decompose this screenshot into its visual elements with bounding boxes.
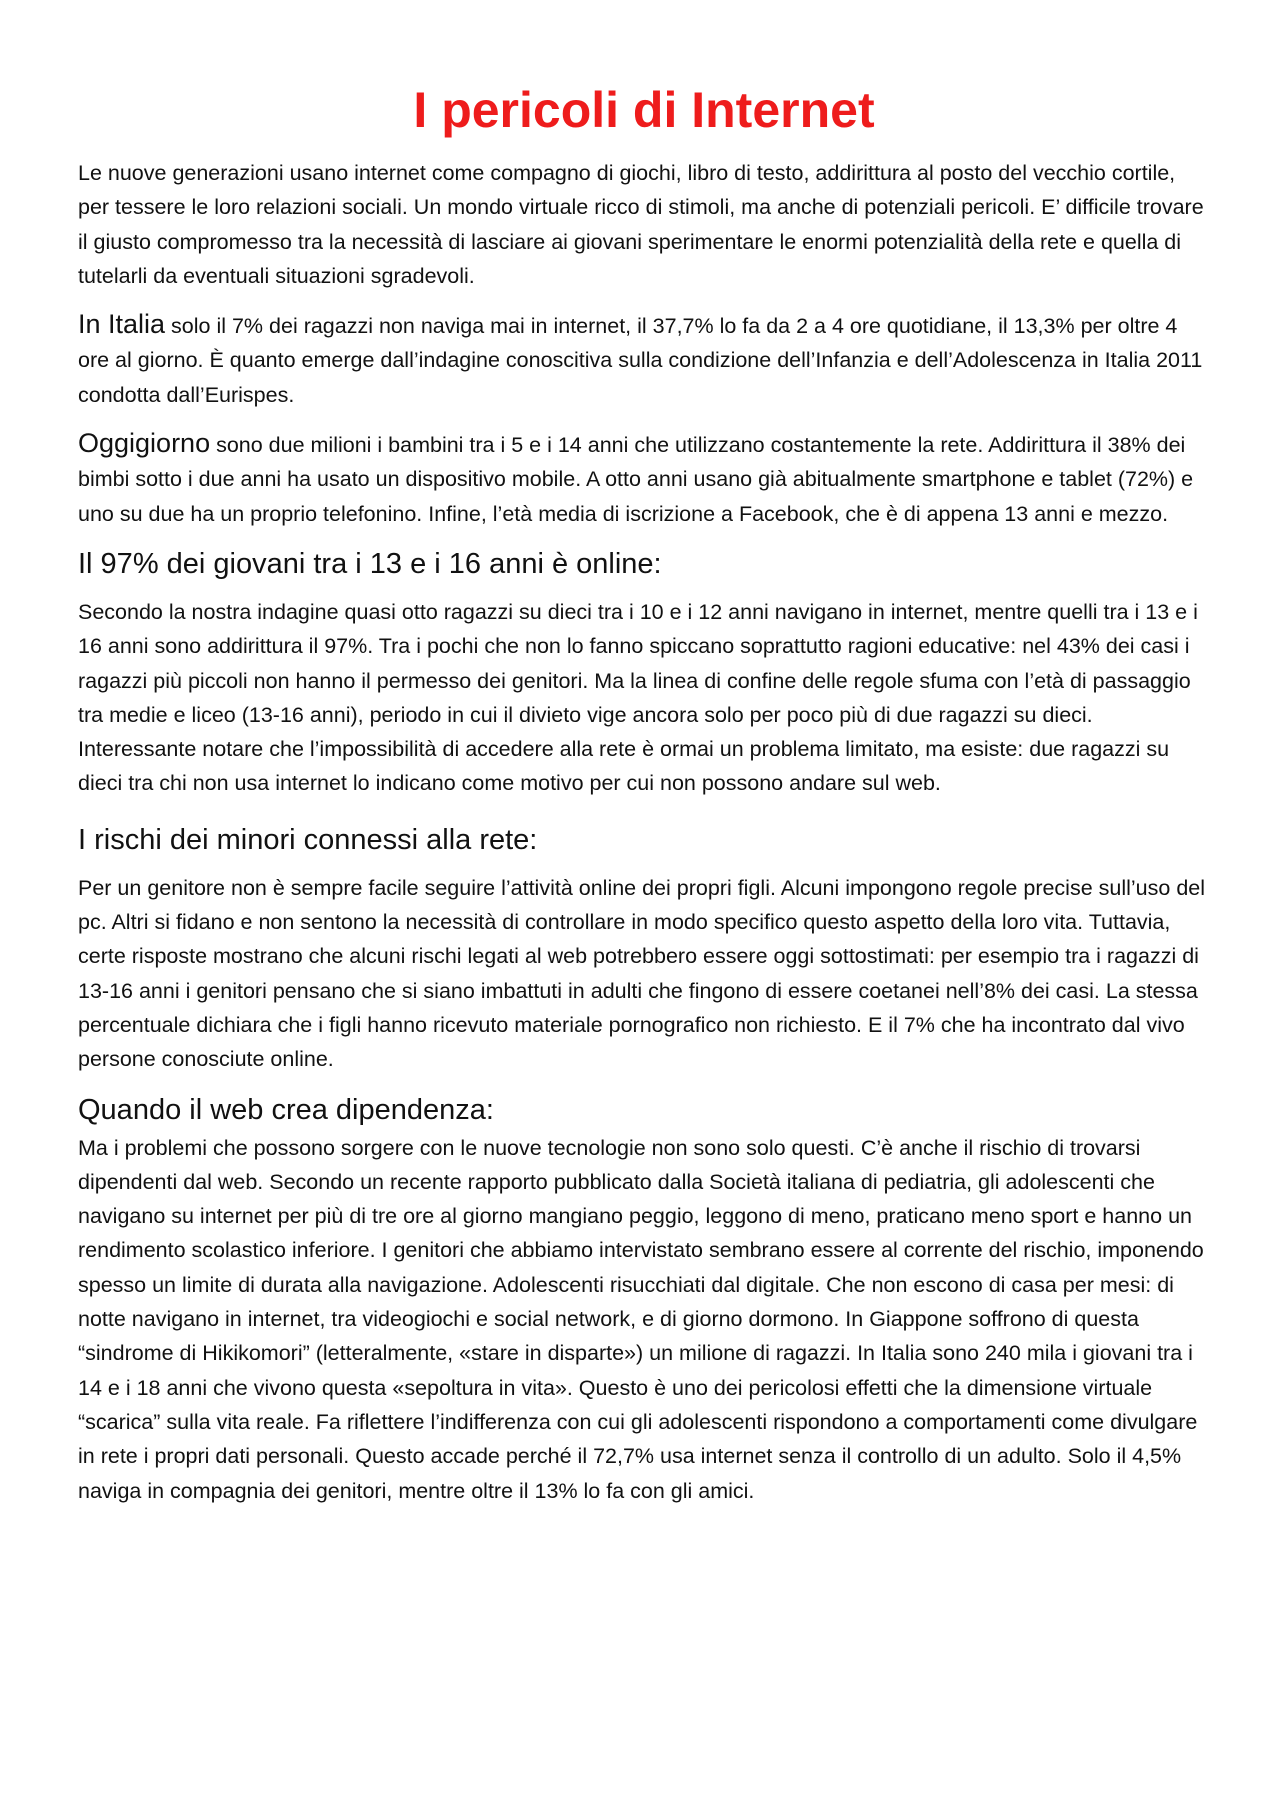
section-heading-rischi: I rischi dei minori connessi alla rete: <box>78 823 538 856</box>
section-heading-online: Il 97% dei giovani tra i 13 e i 16 anni è online: <box>78 547 662 580</box>
section-text-rischi: Per un genitore non è sempre facile seguire l’attività online dei propri figli. Alcuni impongono regole precise sull’uso del pc. Altri si fidano e non sentono la necessità di controllare in modo specifico questo aspetto della loro vita. Tuttavia, certe risposte mostrano che alcuni rischi legati al web potrebbero essere oggi sottostimati: per esempio tra i ragazzi di 13-16 anni i genitori pensano che si siano imbattuti in adulti che fingono di essere coetanei nell’8% dei casi. La stessa percentuale dichiara che i figli hanno ricevuto materiale pornografico non richiesto. E il 7% che ha incontrato dal vivo persone conosciute online. <box>78 875 1206 1072</box>
section-heading-dipendenza: Quando il web crea dipendenza: <box>78 1093 494 1126</box>
oggigiorno-paragraph <box>78 426 1210 531</box>
italia-paragraph <box>78 307 1210 412</box>
intro-paragraph: Le nuove generazioni usano internet come compagno di giochi, libro di testo, addirittura al posto del vecchio cortile, per tessere le loro relazioni sociali. Un mondo virtuale ricco di stimoli, ma anche di potenziali pericoli. E’ difficile trovare il giusto compromesso tra la necessità di lasciare ai giovani sperimentare le enormi potenzialità della rete e quella di tutelarli da eventuali situazioni sgradevoli. <box>78 161 1204 288</box>
oggigiorno-text: sono due milioni i bambini tra i 5 e i 14 anni che utilizzano costantemente la rete. Addirittura il 38% dei bimbi sotto i due anni ha usato un dispositivo mobile. A otto anni usano già abitualmente smartphone e tablet (72%) e uno su due ha un proprio telefonino. Infine, l’età media di iscrizione a Facebook, che è di appena 13 anni e mezzo. <box>78 433 1194 526</box>
section-text-online: Secondo la nostra indagine quasi otto ragazzi su dieci tra i 10 e i 12 anni navigano in internet, mentre quelli tra i 13 e i 16 anni sono addirittura il 97%. Tra i pochi che non lo fanno spiccano soprattutto ragioni educative: nel 43% dei casi i ragazzi più piccoli non hanno il permesso dei genitori. Ma la linea di confine delle regole sfuma con l’età di passaggio tra medie e liceo (13-16 anni), periodo in cui il divieto vige ancora solo per poco più di due ragazzi su dieci. Interessante notare che l’impossibilità di accedere alla rete è ormai un problema limitato, ma esiste: due ragazzi su dieci tra chi non usa internet lo indicano come motivo per cui non possono andare sul web. <box>78 599 1198 796</box>
document-page <box>78 78 1210 1508</box>
italia-text: solo il 7% dei ragazzi non naviga mai in internet, il 37,7% lo fa da 2 a 4 ore quotidiane, il 13,3% per oltre 4 ore al giorno. È quanto emerge dall’indagine conoscitiva sulla condizione dell’Infanzia e dell’Adolescenza in Italia 2011 condotta dall’Eurispes. <box>78 314 1203 407</box>
italia-lead: In Italia <box>78 309 166 340</box>
section-text-dipendenza: Ma i problemi che possono sorgere con le nuove tecnologie non sono solo questi. C’è anche il rischio di trovarsi dipendenti dal web. Secondo un recente rapporto pubblicato dalla Società italiana di pediatria, gli adolescenti che navigano su internet per più di tre ore al giorno mangiano peggio, leggono di meno, praticano meno sport e hanno un rendimento scolastico inferiore. I genitori che abbiamo intervistato sembrano essere al corrente del rischio, imponendo spesso un limite di durata alla navigazione. Adolescenti risucchiati dal digitale. Che non escono di casa per mesi: di notte navigano in internet, tra videogiochi e social network, e di giorno dormono. In Giappone soffrono di questa “sindrome di Hikikomori” (letteralmente, «stare in disparte») un milione di ragazzi. In Italia sono 240 mila i giovani tra i 14 e i 18 anni che vivono questa «sepoltura in vita». Questo è uno dei pericolosi effetti che la dimensione virtuale “scarica” sulla vita reale. Fa riflettere l’indifferenza con cui gli adolescenti rispondono a comportamenti come divulgare in rete i propri dati personali. Questo accade perché il 72,7% usa internet senza il controllo di un adulto. Solo il 4,5% naviga in compagnia dei genitori, mentre oltre il 13% lo fa con gli amici. <box>78 1135 1204 1503</box>
oggigiorno-lead: Oggigiorno <box>78 428 211 459</box>
document-title: I pericoli di Internet <box>413 82 875 138</box>
